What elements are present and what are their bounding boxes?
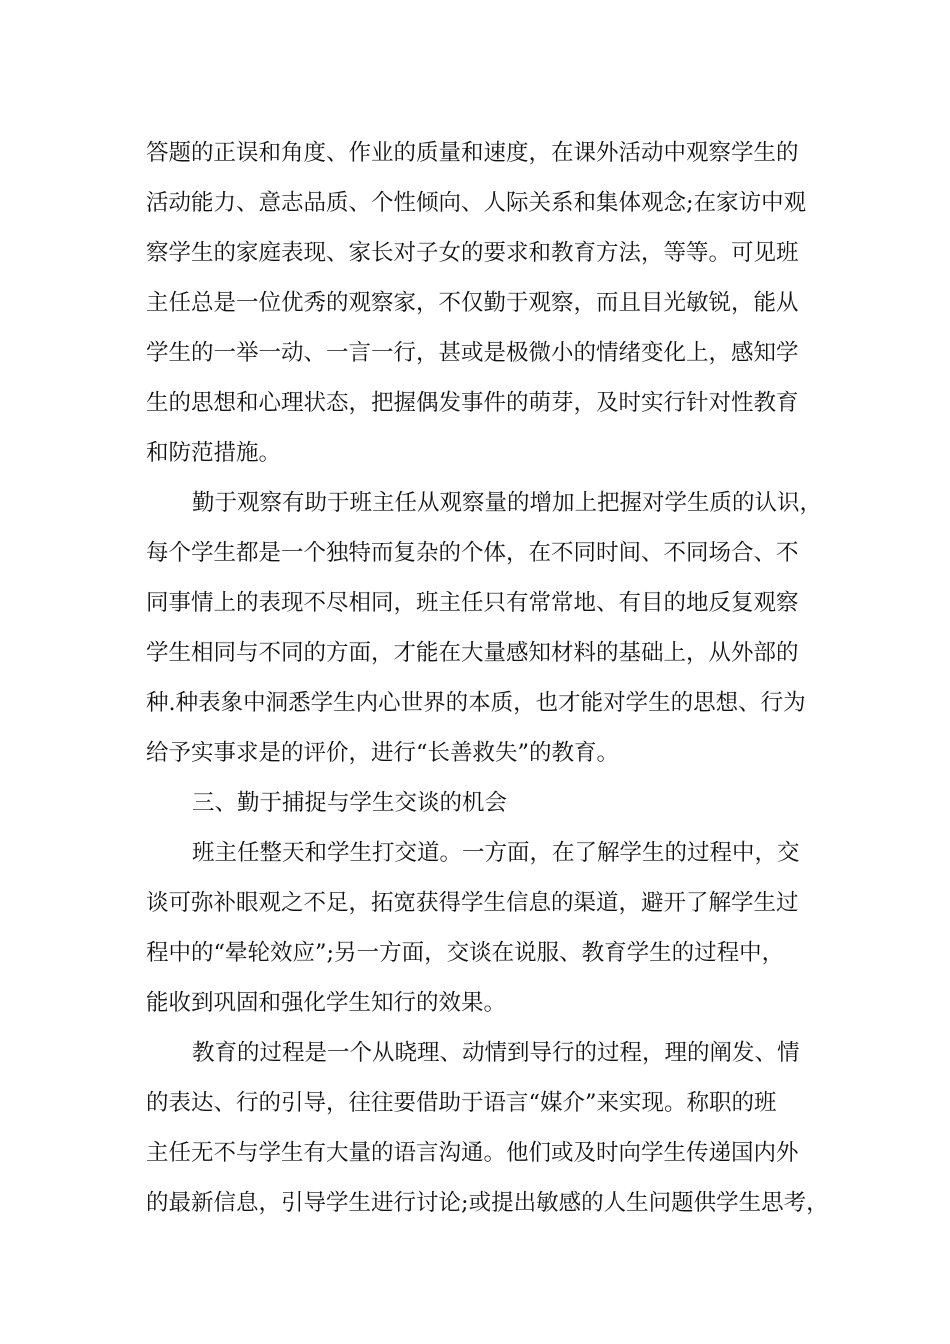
text-line: 学生的一举一动、一言一行，甚或是极微小的情绪变化上，感知学	[146, 340, 799, 366]
text-line: 谈可弥补眼观之不足，拓宽获得学生信息的渠道，避开了解学生过	[146, 890, 799, 916]
text-line: 学生相同与不同的方面，才能在大量感知材料的基础上，从外部的	[146, 640, 799, 666]
text-line: 生的思想和心理状态，把握偶发事件的萌芽，及时实行针对性教育	[146, 390, 799, 416]
text-line: 种.种表象中洞悉学生内心世界的本质，也才能对学生的思想、行为	[146, 690, 806, 716]
text-line: 给予实事求是的评价，进行“长善救失”的教育。	[146, 740, 620, 766]
text-line: 主任无不与学生有大量的语言沟通。他们或及时向学生传递国内外	[146, 1140, 799, 1166]
text-line: 每个学生都是一个独特而复杂的个体，在不同时间、不同场合、不	[146, 540, 799, 566]
section-heading: 三、勤于捕捉与学生交谈的机会	[192, 790, 508, 816]
text-line: 和防范措施。	[146, 440, 282, 466]
text-line: 能收到巩固和强化学生知行的效果。	[146, 990, 507, 1016]
text-line: 的表达、行的引导，往往要借助于语言“媒介”来实现。称职的班	[146, 1090, 777, 1116]
text-line: 的最新信息，引导学生进行讨论;或提出敏感的人生问题供学生思考，	[146, 1190, 829, 1216]
text-line: 程中的“晕轮效应”;另一方面，交谈在说服、教育学生的过程中，	[146, 940, 785, 966]
text-line: 主任总是一位优秀的观察家，不仅勤于观察，而且目光敏锐，能从	[146, 290, 799, 316]
body-text	[146, 128, 836, 1228]
text-line: 教育的过程是一个从晓理、动情到导行的过程，理的阐发、情	[192, 1040, 800, 1066]
text-line: 班主任整天和学生打交道。一方面，在了解学生的过程中，交	[192, 840, 800, 866]
text-line: 察学生的家庭表现、家长对子女的要求和教育方法，等等。可见班	[146, 240, 799, 266]
text-line: 答题的正误和角度、作业的质量和速度，在课外活动中观察学生的	[146, 140, 799, 166]
text-line: 勤于观察有助于班主任从观察量的增加上把握对学生质的认识，	[192, 490, 823, 516]
text-line: 活动能力、意志品质、个性倾向、人际关系和集体观念;在家访中观	[146, 190, 807, 216]
text-line: 同事情上的表现不尽相同，班主任只有常常地、有目的地反复观察	[146, 590, 799, 616]
